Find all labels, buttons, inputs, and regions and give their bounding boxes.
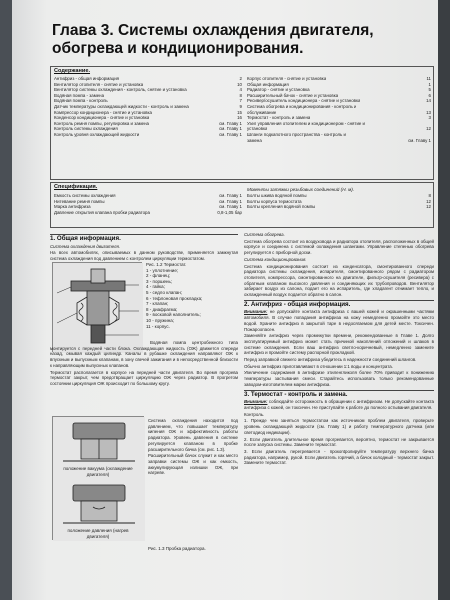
figure-part-label: 8 - диафрагма; [146,306,178,312]
heating-subheading: Система обогрева. [244,232,285,237]
radiator-cap-figure [52,416,144,540]
specs-heading: Спецификация. [54,184,98,190]
cooling-paragraph: На всех автомобилях, описываемых в данном руководстве, применяется замкнутая система охлаждения под давлением с контролем циркуляции термостатом. [50,250,238,262]
contents-entry-title: замена [247,137,262,143]
specs-right [247,187,431,210]
torque-entry-title: Болты шкива водяной помпы [247,193,307,198]
ac-paragraph: Система кондиционирования состоит из конденсатора, смонтированного спереди радиатора системы охлаждения, испарителя, смонтированного рядом с радиатором отопителя, компрессора, смонтированного на двигателе, фильтр-осушителя (ресивера) с обратным клапаном высокого давления и соединяющих их трубопроводов. Вентилятор забирает воздух из салона, подает его на испаритель, где хладагент отнимает тепло, и охлажденный воздух подается обратно в салон. [244,263,434,298]
warning-label: Внимание: [244,309,268,315]
figure-part-label: 6 - тефлоновая прокладка; [146,295,203,301]
figure-part-label: 7 - клапан; [146,301,169,307]
contents-entry-ref: 8 [239,92,242,98]
contents-entry-title: Корпус отопителя - снятие и установка [247,76,327,81]
pressure-label: положение давления (нагрев двигателя) [67,528,129,539]
spec-entry-title: Марка антифриза [54,204,91,210]
contents-entry-ref: см. Главу 1 [408,137,431,143]
figure-part-label: 1 - уплотнение; [146,267,179,273]
pump-paragraph: Водяная помпа центробежного типа монтируется с передней части блока. Охлаждающая жидкость (ОЖ) движется спереди назад, омывая каждый цилиндр. Каналы в рубашке охлаждения направляют ОЖ к впускным и выпускным клапанам, в зону свечей зажигания и в непосредственной близости к направляющим выпускных клапанов. [50,340,238,368]
figure-part-label: 3 - поршень; [146,278,173,284]
radiator-cap-drawing [53,417,145,541]
contents-entry-ref: 6 [428,92,431,98]
contents-entry-title: Шланги подкапотного пространства - контроль и [247,131,347,137]
cooling-subheading: Система охлаждения двигателя. [50,243,121,249]
contents-entry-ref: 5 [428,87,431,93]
spec-entry-ref: см. Главу 1 [219,198,242,204]
contents-entry-title: Система обогрева и кондиционирования - контроль и [247,103,357,109]
contents-entry-ref: 1 [428,81,431,87]
contents-entry-ref: 15 [237,109,242,115]
contents-entry-title: обслуживание [247,109,277,115]
contents-heading: Содержание. [54,68,91,74]
torque-entry-title: Болты крепления водяной помпы [247,204,316,210]
control-subheading: Контроль. [244,411,265,417]
contents-entry-ref: 3 [428,115,431,121]
spec-entry [54,210,242,216]
radiator-paragraph: Система охлаждения находится под давлением, что повышает температуру кипения ОЖ и эффективность работы радиатора. Уровень давления в системе регулируется клапаном в пробке расширительного бачка (см. рис. 1.3). [148,418,238,452]
torque-entry-ref: 12 [426,204,431,210]
contents-entry-ref: см. Главу 1 [219,126,242,132]
chapter-title: Глава 3. Системы охлаждения двигателя, обогрева и кондиционирования. [52,22,374,57]
radiator-cap-caption: Рис. 1.3 Пробка радиатора. [148,546,206,551]
contents-entry-title: Компрессор кондиционера - снятие и установка [54,109,152,115]
torque-entry-title: Болты корпуса термостата [247,198,302,204]
thermostat-paragraph: Термостат располагается в корпусе на передней части двигателя. Во время прогрева термостат закрыт, чем предотвращает циркуляцию ОЖ через радиатор. В прогретом состоянии циркуляция ОЖ происходит по большому кругу. [50,369,238,386]
antifreeze-paragraph-3: Обычно антифриз приготавливают в отношении 1:1 воды и концентрата. [244,363,393,369]
radiator-text [148,418,238,477]
contents-entry-title: Вентилятор системы охлаждения - контроль, снятие и установка [54,87,187,93]
contents-entry-title: Узел управления отопителем и кондиционером - снятие и [247,120,366,126]
contents-entry-ref: 9 [239,103,242,109]
figure-part-label: 4 - гайка; [146,284,165,290]
antifreeze-paragraph-4: Увеличение содержания в антифризе этиленгликоля более 70% приводит к понижению температуры застывания смеси. Старайтесь использовать только рекомендованные заводом-изготовителем марки антифриза. [244,370,434,387]
adjacent-page-edge [438,0,450,600]
figure-part-label: 11 - корпус. [146,323,170,329]
warning-text: не допускайте контакта антифриза с вашей кожей и окрашенными частями автомобиля. В случае попадания антифриза на кожу немедленно промойте это место водой. Храните антифриз в закрытой таре в недосягаемом для детей месте. Токсичен. Пожароопасен. [244,309,434,332]
contents-entry-ref: 10 [237,81,242,87]
vacuum-label: положение вакуума (охлаждение двигателя) [63,466,133,477]
contents-entry-title: Контроль уровня охлаждающей жидкости [54,131,140,137]
spec-entry-title: Давление открытия клапана пробки радиатора [54,209,150,215]
thermostat-caption [146,262,236,329]
antifreeze-paragraph-2: Перед заправкой свежего антифриза убедитесь в надежности соединений шлангов. [244,357,417,363]
contents-entry-title: Вентилятор отопителя - снятие и установка [54,81,144,87]
contents-entry-title: установка [247,126,268,132]
control-step: 2. Если двигатель длительное время прогревается, вероятно, термостат не закрывается после запуска системы. Замените термостат. [244,436,434,448]
contents-entry-ref: 12 [426,126,431,132]
contents-entry-title: Конденсор кондиционера - снятие и установка [54,115,150,121]
warning-text-2: соблюдайте осторожность в обращении с антифризом. Не допускайте контакта антифриза с кожей, он токсичен. Не приступайте к работе до полного остывания двигателя. [244,399,434,410]
specs-box [50,182,434,228]
antifreeze-paragraph-1: Заменяйте антифриз через промежутки времени, рекомендованные в Главе 1. Долго эксплуатируемый антифриз может стать причиной накоплений отложений и шлаков в системе охлаждения. Если ваш антифриз светло-коричневый, немедленно замените антифриз и промойте систему распорной прокладкой. [244,333,434,356]
spec-entry-ref: см. Главу 1 [219,204,242,210]
contents-entry-ref: 4 [239,87,242,93]
ac-subheading: Система кондиционирования. [244,256,307,262]
contents-entry-title: Водяная помпа - замена [54,92,105,98]
thermostat-figure [52,262,142,352]
contents-entry-ref: 16 [237,115,242,121]
contents-entry-ref: 2 [239,76,242,81]
thermostat-warning [244,399,434,410]
contents-entry-ref: 11 [426,76,431,81]
contents-entry-title: Термостат - контроль и замена [247,115,311,121]
contents-right [247,76,431,143]
contents-entry-title: Датчик температуры охлаждающей жидкости - контроль и замена [54,103,189,109]
section-antifreeze-heading: 2. Антифриз - общая информация. [244,300,434,308]
figure-part-label: 2 - фланец; [146,273,171,279]
contents-entry-title: Антифриз - общая информация [54,76,120,81]
contents-entry-ref: 14 [426,98,431,104]
torque-heading: Моменты затяжки резьбовых соединений (Н. м). [247,187,355,192]
section-general-heading: 1. Общая информация. [50,234,238,242]
contents-entry-title: Радиатор - снятие и установка [247,87,310,93]
contents-entry-title: Общая информация [247,81,289,87]
spec-entry-ref: см. Главу 1 [219,193,242,198]
antifreeze-warning [244,309,434,332]
spec-entry-title: Нитевание ремня помпы [54,198,105,204]
contents-entry [54,132,242,138]
specs-left [54,193,242,215]
spec-entry-title: Емкость системы охлаждения [54,193,116,198]
figure-part-label: 5 - седло клапан; [146,289,183,295]
contents-entry-ref: 13 [426,109,431,115]
contents-entry-ref: 7 [239,98,242,104]
contents-entry-title: Ресивер/осушитель кондиционера - снятие и установка [247,98,361,104]
contents-entry-ref: см. Главу 1 [219,120,242,126]
contents-entry-title: Контроль ремня помпы, регулировка и замена [54,120,149,126]
torque-entry-ref: 8 [428,193,431,198]
contents-entry-title: Расширительный бачок - снятие и установка [247,92,339,98]
left-column [50,232,238,263]
warning-label-2: Внимание: [244,399,268,405]
contents-entry [247,138,431,144]
figure-part-label: 10 - пружина; [146,317,174,323]
contents-left [54,76,242,138]
spec-entry-ref: 0,8-1,05 бар [217,209,242,215]
right-column [244,232,434,467]
heating-paragraph: Система обогрева состоит из воздуховода и радиатора отопителя, расположенных в общей корпусе и соединена с системой охлаждения шлангами. Управление степенью обогрева регулируется с приборной доски. [244,238,434,256]
control-step: 3. Если двигатель перегревается - прокontролируйте температуру верхнего бачка радиатора, например, рукой. Если двигатель горячий, а бачок холодный - термостат закрыт. Замените термостат. [244,448,434,466]
contents-entry-title: Контроль системы охлаждения [54,126,118,132]
manual-page [12,0,450,600]
figure-part-label: 9 - восковой наполнитель; [146,312,201,318]
torque-entry-ref: 12 [426,198,431,204]
contents-box [50,66,434,180]
control-step: 1. Прежде чем заняться термостатом как источником проблем двигателя, проверьте уровень охлаждающей жидкости (см. Главу 1) и работу температурного датчика (или светодиод индикации). [244,418,434,435]
contents-entry-ref: см. Главу 1 [219,131,242,137]
tank-paragraph: Расширительный бачок служит и как место заправки системы ОЖ и как емкость, аккумулирующая излишки ОЖ, при нагреве. [148,453,238,476]
torque-entry [247,204,431,210]
section-thermostat-heading: 3. Термостат - контроль и замена. [244,390,434,398]
fig-1-2-title: Рис. 1.2 Термостат. [146,262,187,267]
contents-entry-title: Водяная помпа - контроль [54,98,108,104]
pump-text [50,340,238,388]
